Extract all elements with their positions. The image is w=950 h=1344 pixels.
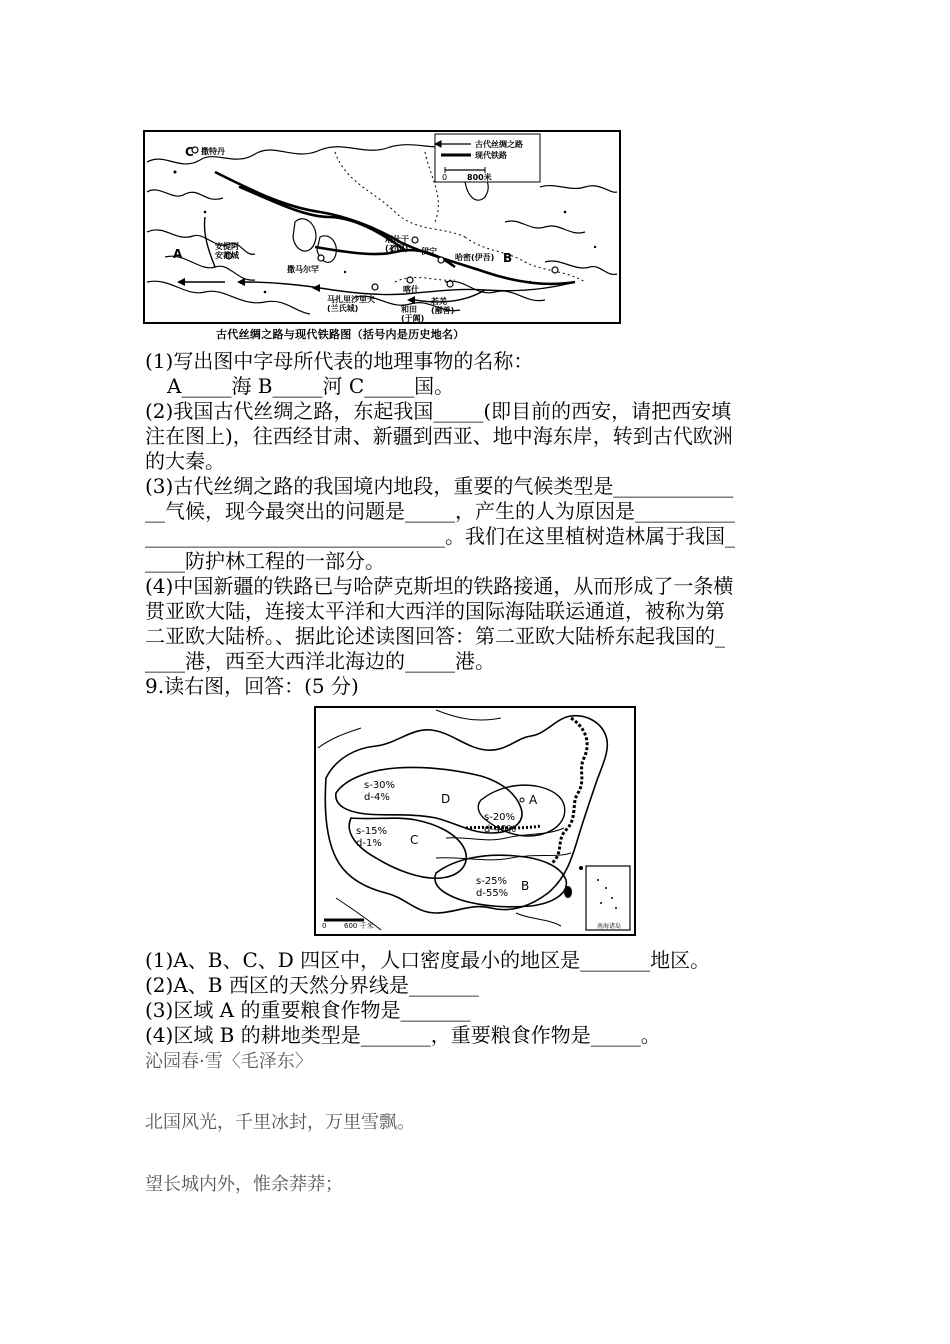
q2-line-1: (1)A、B、C、D 四区中，人口密度最小的地区是_______地区。 — [145, 948, 711, 972]
label-hami: 哈密(伊吾) — [455, 253, 495, 262]
poem-line-2: 望长城内外，惟余莽莽； — [145, 1174, 343, 1195]
inset-label: 南海诸岛 — [597, 923, 622, 930]
q1-line-9: ____防护林工程的一部分。 — [145, 549, 385, 573]
label-antioch: 安提阿安都城 — [215, 242, 239, 260]
label-d-d: d-4% — [364, 792, 390, 803]
q1-line-10: (4)中国新疆的铁路已与哈萨克斯坦的铁路接通，从而形成了一条横 — [145, 574, 734, 598]
label-b: B — [503, 251, 513, 265]
label-merv: 马扎里沙里夫(兰氏城) — [327, 295, 375, 313]
q1-line-8: ______________________________。我们在这里植树造林属于我国_ — [145, 524, 735, 548]
poem-title: 沁园春·雪〈毛泽东〉 — [145, 1051, 313, 1072]
label-d-s: s-30% — [364, 780, 396, 791]
label-hotan: 和田(于阗) — [401, 305, 425, 322]
legend-scale-value: 800米 — [467, 173, 492, 182]
label-b-d: d-55% — [476, 888, 509, 899]
label-d: D — [441, 792, 451, 806]
label-kashgar: 喀什 — [403, 285, 419, 294]
q1-line-2: A_____海 B_____河 C_____国。 — [167, 374, 455, 398]
q1-line-12: 二亚欧大陆桥。、据此论述读图回答：第二亚欧大陆桥东起我国的_ — [145, 624, 725, 648]
q2-line-4: (4)区域 B 的耕地类型是_______，重要粮食作物是_____。 — [145, 1023, 661, 1047]
legend-railway: 现代铁路 — [475, 151, 507, 160]
label-b: B — [521, 879, 530, 893]
legend-scale-zero: 0 — [442, 173, 448, 182]
label-c: C — [185, 145, 194, 159]
map2-scale-value: 600 千米 — [344, 922, 374, 930]
label-b-s: s-25% — [476, 876, 508, 887]
label-c: C — [410, 833, 419, 847]
q2-line-3: (3)区域 A 的重要粮食作物是_______ — [145, 998, 471, 1022]
q1-line-4: 注在图上)，往西经甘肃、新疆到西亚、地中海东岸，转到古代欧洲 — [145, 424, 733, 448]
q1-line-3: (2)我国古代丝绸之路，东起我国_____(即目前的西安，请把西安填 — [145, 399, 732, 423]
legend-ancient-road: 古代丝绸之路 — [475, 140, 523, 149]
silk-road-map-drawing — [145, 132, 619, 322]
label-tashkent: 塔什干(石国) — [385, 235, 409, 253]
q2-line-2: (2)A、B 西区的天然分界线是_______ — [145, 973, 479, 997]
q1-line-11: 贯亚欧大陆，连接太平洋和大西洋的国际海陆联运通道，被称为第 — [145, 599, 725, 623]
label-yining: 伊宁 — [421, 247, 437, 256]
q9-heading: 9.读右图，回答：(5 分) — [145, 674, 359, 698]
q1-line-13: ____港，西至大西洋北海边的_____港。 — [145, 649, 495, 673]
q1-line-5: 的大秦。 — [145, 449, 225, 473]
china-regions-drawing — [316, 708, 634, 934]
label-samarkand: 撒马尔罕 — [287, 265, 319, 274]
q1-line-7: __气候，现今最突出的问题是_____，产生的人为原因是__________ — [145, 499, 735, 523]
label-city-top: 撒特丹 — [201, 147, 225, 156]
label-c-s: s-15% — [356, 826, 388, 837]
label-c-d: d-1% — [356, 838, 382, 849]
map1-caption: 古代丝绸之路与现代铁路图（括号内是历史地名） — [216, 328, 465, 341]
q1-line-6: (3)古代丝绸之路的我国境内地段，重要的气候类型是____________ — [145, 474, 734, 498]
silk-road-map — [143, 130, 621, 324]
label-a-s: s-20% — [484, 812, 516, 823]
label-ruoqiang: 若羌(鄯善) — [431, 297, 455, 315]
china-regions-map — [314, 706, 636, 936]
label-a: A — [173, 247, 183, 261]
poem-line-1: 北国风光，千里冰封，万里雪飘。 — [145, 1112, 415, 1133]
label-a: A — [529, 793, 538, 807]
label-a-d: d-40% — [484, 824, 517, 835]
q1-line-1: (1)写出图中字母所代表的地理事物的名称： — [145, 349, 534, 373]
map2-scale-zero: 0 — [322, 922, 327, 930]
